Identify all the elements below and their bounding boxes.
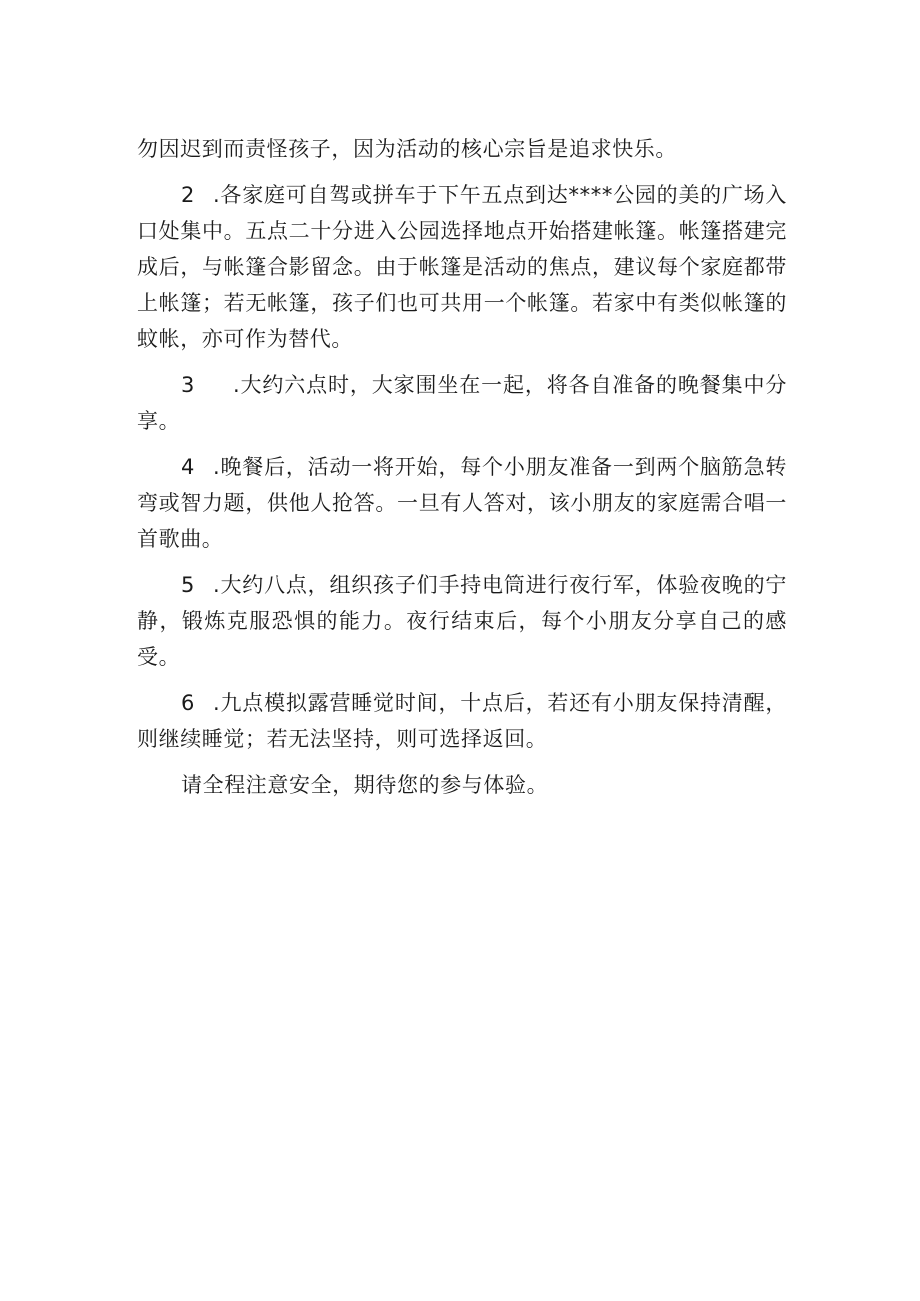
document-body	[137, 131, 787, 813]
paragraph-item-4	[137, 449, 787, 557]
paragraph-text: .晚餐后，活动一将开始，每个小朋友准备一到两个脑筋急转弯或智力题，供他人抢答。一旦有人答对，该小朋友的家庭需合唱一首歌曲。	[137, 455, 787, 551]
item-number: 5	[181, 573, 195, 597]
paragraph-item-3	[137, 367, 787, 439]
paragraph-item-5	[137, 567, 787, 675]
paragraph-text: .大约六点时，大家围坐在一起，将各自准备的晚餐集中分享。	[137, 373, 787, 433]
item-number: 2	[181, 183, 195, 207]
paragraph-text: .九点模拟露营睡觉时间，十点后，若还有小朋友保持清醒，则继续睡觉；若无法坚持，则可选择返回。	[137, 691, 787, 751]
paragraph-text: 勿因迟到而责怪孩子，因为活动的核心宗旨是追求快乐。	[137, 137, 677, 161]
item-number: 6	[181, 691, 195, 715]
paragraph-text: .大约八点，组织孩子们手持电筒进行夜行军，体验夜晚的宁静，锻炼克服恐惧的能力。夜行结束后，每个小朋友分享自己的感受。	[137, 573, 787, 669]
item-number: 4	[181, 455, 195, 479]
paragraph-item-6	[137, 685, 787, 757]
item-number: 3	[181, 373, 195, 397]
paragraph-text: 请全程注意安全，期待您的参与体验。	[181, 773, 549, 797]
paragraph-item-2	[137, 177, 787, 357]
paragraph-continuation	[137, 131, 787, 167]
paragraph-text: .各家庭可自驾或拼车于下午五点到达****公园的美的广场入口处集中。五点二十分进入公园选择地点开始搭建帐篷。帐篷搭建完成后，与帐篷合影留念。由于帐篷是活动的焦点，建议每个家庭都带上帐篷；若无帐篷，孩子们也可共用一个帐篷。若家中有类似帐篷的蚊帐，亦可作为替代。	[137, 183, 787, 351]
paragraph-closing	[137, 767, 787, 803]
